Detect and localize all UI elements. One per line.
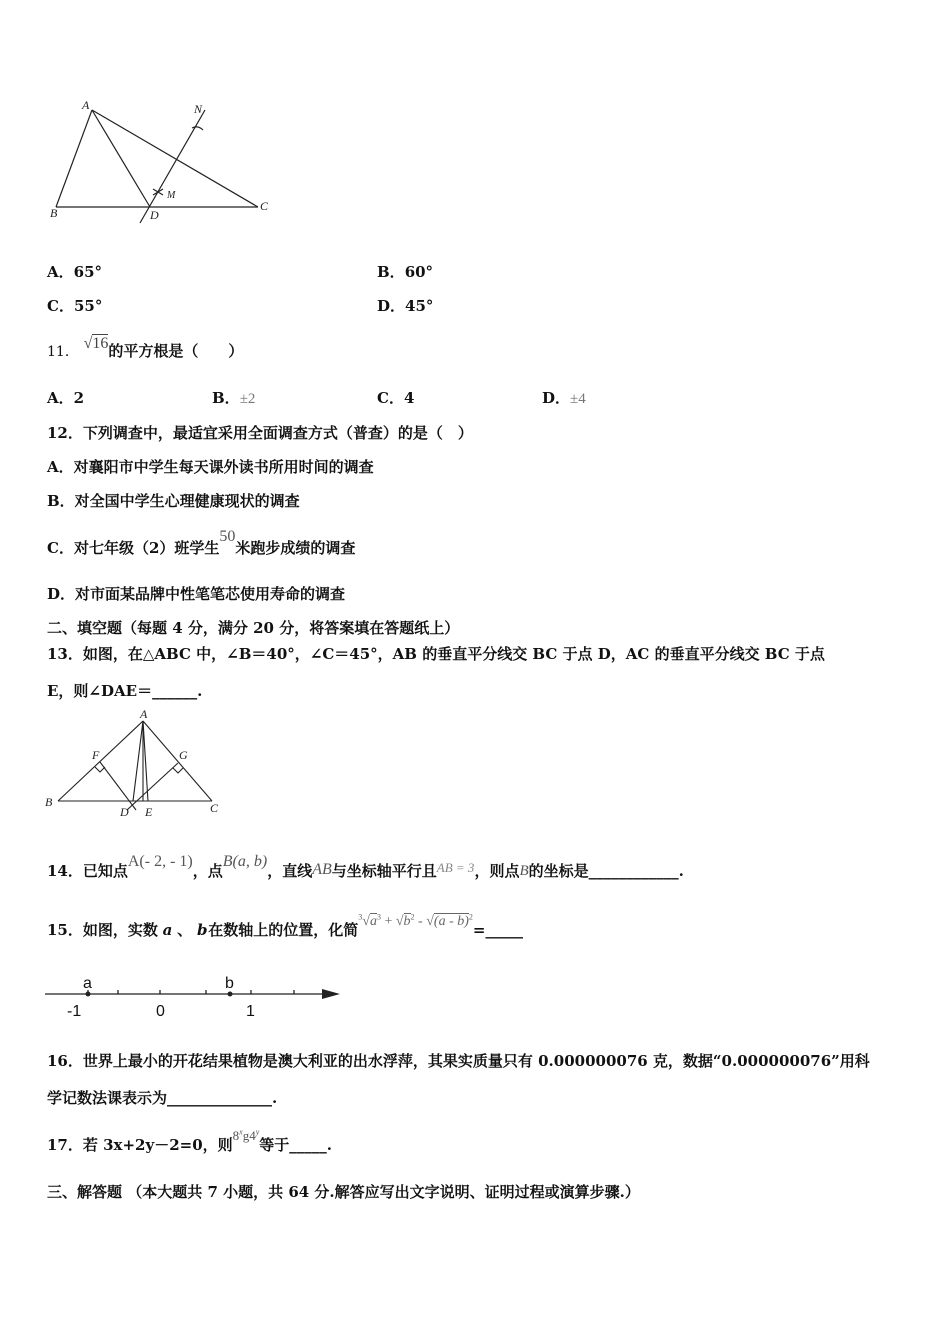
- q12-stem: 12．下列调查中，最适宜采用全面调查方式（普查）的是（ ）: [47, 424, 473, 442]
- q17-stem: 17．若 3x+2y－2=0，则8$^x$g4$^y$等于_____.: [47, 1127, 332, 1154]
- label-D: D: [120, 805, 129, 819]
- triangle-figure-q13: [40, 706, 230, 821]
- point-b-label: b: [225, 975, 234, 992]
- label-B: B: [45, 795, 53, 809]
- label-D: D: [150, 208, 159, 222]
- q10-option-a: A．65°: [47, 263, 103, 281]
- label-A: A: [140, 707, 148, 721]
- q16-line1: 16．世界上最小的开花结果植物是澳大利亚的出水浮萍，其果实质量只有 0.000000076 克，数据“0.000000076”用科: [47, 1052, 870, 1070]
- q11-option-c: C．4: [377, 389, 415, 407]
- label-F: F: [92, 748, 100, 762]
- power-expression: 8$^x$g4$^y$: [232, 1127, 260, 1143]
- q10-option-b: B．60°: [377, 263, 434, 281]
- tick-label-1: 1: [246, 1003, 255, 1020]
- q12-option-d: D．对市面某品牌中性笔笔芯使用寿命的调查: [47, 585, 346, 603]
- q13-line2: E，则∠DAE＝______.: [47, 682, 203, 700]
- section-fill-in-title: 二、填空题（每题 4 分，满分 20 分，将答案填在答题纸上）: [47, 619, 460, 637]
- q12-option-b: B．对全国中学生心理健康现状的调查: [47, 492, 300, 510]
- q15-stem: 15．如图，实数 a 、 b 在数轴上的位置，化简$^3√a^3 + √b^2 - √(a$ - b)$^2$=_____: [47, 912, 523, 939]
- label-C: C: [210, 801, 219, 815]
- number-line-figure: [40, 970, 350, 1025]
- label-N: N: [194, 102, 203, 116]
- sqrt-expression: √16: [83, 335, 109, 352]
- q14-stem: 14．已知点A(- 2, - 1)，点B(a, b)，直线AB与坐标轴平行且AB = 3，则点B的坐标是____________.: [47, 853, 684, 880]
- label-C: C: [260, 199, 269, 213]
- q11-option-a: A．2: [47, 389, 85, 407]
- q11-option-b: B．±2: [212, 389, 256, 407]
- q10-option-d: D．45°: [377, 297, 434, 315]
- q13-line1: 13．如图，在△ABC 中，∠B＝40°，∠C＝45°，AB 的垂直平分线交 BC 于点 D，AC 的垂直平分线交 BC 于点: [47, 645, 825, 663]
- q12-option-a: A．对襄阳市中学生每天课外读书所用时间的调查: [47, 458, 374, 476]
- tick-label-minus1: -1: [67, 1003, 82, 1020]
- simplify-expression: $^3√a^3 + √b^2 - √(a - b)^2$: [358, 912, 473, 929]
- label-G: G: [179, 748, 188, 762]
- label-E: E: [145, 805, 153, 819]
- section-solutions-title: 三、解答题 （本大题共 7 小题，共 64 分.解答应写出文字说明、证明过程或演算步骤.）: [47, 1183, 640, 1201]
- label-B: B: [50, 206, 58, 220]
- point-a-label: a: [83, 975, 92, 992]
- q11-option-d: D．±4: [542, 389, 586, 407]
- tick-label-0: 0: [156, 1003, 165, 1020]
- q16-line2: 学记数法课表示为______________.: [47, 1089, 278, 1107]
- triangle-figure-q10: [40, 95, 280, 230]
- label-A: A: [82, 98, 90, 112]
- label-M: M: [167, 190, 176, 201]
- q10-option-c: C．55°: [47, 297, 103, 315]
- q11-stem: 11． √16的平方根是（ ）: [47, 335, 244, 360]
- q12-option-c: C．对七年级（2）班学生50米跑步成绩的调查: [47, 528, 356, 557]
